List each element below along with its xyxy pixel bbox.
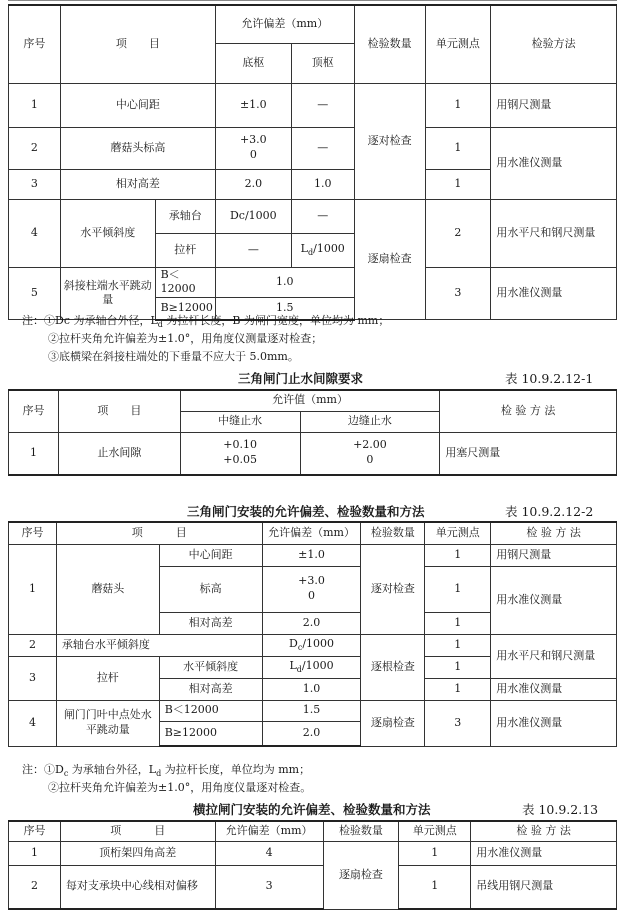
t3-g3-qty: 逐根检查 bbox=[361, 634, 425, 700]
t3-g3-seq: 3 bbox=[9, 656, 57, 700]
t3-g1-val3: 2.0 bbox=[262, 612, 361, 634]
note1-line2: ②拉杆夹角允许偏差为±1.0°，用角度仪测量逐对检查； bbox=[48, 332, 323, 345]
row1-seq: 1 bbox=[9, 83, 61, 127]
t3-g2-m: 用水平尺和钢尺测量 bbox=[491, 634, 617, 678]
t3-g4-val2: 2.0 bbox=[262, 721, 361, 746]
table-seal-gap bbox=[8, 389, 617, 476]
t4-r2-p: 1 bbox=[399, 865, 471, 909]
t4-header-qty: 检验数量 bbox=[323, 821, 399, 841]
table3-title: 三角闸门安装的允许偏差、检验数量和方法 bbox=[187, 504, 425, 519]
t3-g4-p: 3 bbox=[425, 700, 491, 746]
t3-g2-item: 承轴台水平倾斜度 bbox=[56, 634, 262, 656]
row5-seq: 5 bbox=[9, 267, 61, 320]
t3-g3-p1: 1 bbox=[425, 656, 491, 678]
t4-header-item: 项 目 bbox=[60, 821, 215, 841]
t3-g4-sub2: B≥12000 bbox=[159, 721, 262, 746]
row1-top: — bbox=[291, 83, 354, 127]
t3-g3-val2: 1.0 bbox=[262, 678, 361, 700]
t4-header-method: 检 验 方 法 bbox=[471, 821, 617, 841]
row4-bottom-1: Dc/1000 bbox=[215, 199, 291, 233]
t3-g2-val: $D_c/1000$ bbox=[262, 634, 361, 656]
header-method: 检验方法 bbox=[491, 5, 617, 83]
row4-item: 水平倾斜度 bbox=[60, 199, 155, 267]
table4-title: 横拉闸门安装的允许偏差、检验数量和方法 bbox=[193, 802, 431, 817]
t4-qty: 逐扇检查 bbox=[323, 841, 399, 909]
t2-header-seq: 序号 bbox=[9, 390, 59, 432]
t3-g1-seq: 1 bbox=[9, 544, 57, 634]
row3-top: 1.0 bbox=[291, 169, 354, 199]
t2-header-allow: 允许值（mm） bbox=[180, 390, 440, 411]
header-item: 项 目 bbox=[60, 5, 215, 83]
t3-g3-p2: 1 bbox=[425, 678, 491, 700]
table-gate-install-tolerance-1 bbox=[8, 4, 617, 321]
t3-g1-p1: 1 bbox=[425, 544, 491, 566]
row5-method: 用水准仪测量 bbox=[491, 267, 617, 320]
t2-header-method: 检 验 方 法 bbox=[440, 390, 617, 432]
t2-row-seq: 1 bbox=[9, 432, 59, 475]
t3-header-item: 项 目 bbox=[56, 522, 262, 544]
t3-g1-m2: 用水准仪测量 bbox=[491, 566, 617, 634]
t3-g1-val2: +3.0 0 bbox=[262, 566, 361, 612]
t3-g3-m2: 用水准仪测量 bbox=[491, 678, 617, 700]
t2-row-mid: +0.10 +0.05 bbox=[180, 432, 300, 475]
header-top-pivot: 顶枢 bbox=[291, 43, 354, 83]
top-rule bbox=[8, 0, 617, 3]
row2-top: — bbox=[291, 127, 354, 169]
t3-header-allow: 允许偏差（mm） bbox=[262, 522, 361, 544]
qty-each-leaf: 逐扇检查 bbox=[354, 199, 425, 320]
table-miter-gate-tolerance bbox=[8, 521, 617, 747]
t3-g4-m: 用水准仪测量 bbox=[491, 700, 617, 746]
t2-header-item: 项 目 bbox=[58, 390, 180, 432]
row5-val-1: 1.0 bbox=[215, 267, 354, 298]
t3-g3-val1: $L_d/1000$ bbox=[262, 656, 361, 678]
t3-g4-qty: 逐扇检查 bbox=[361, 700, 425, 746]
t2-row-side: +2.00 0 bbox=[300, 432, 440, 475]
t3-g3-sub2: 相对高差 bbox=[159, 678, 262, 700]
t3-g1-sub2: 标高 bbox=[159, 566, 262, 612]
row2-item: 蘑菇头标高 bbox=[60, 127, 215, 169]
row4-points: 2 bbox=[425, 199, 491, 267]
t3-g1-sub1: 中心间距 bbox=[159, 544, 262, 566]
header-bottom-pivot: 底枢 bbox=[215, 43, 291, 83]
t2-header-side: 边缝止水 bbox=[300, 411, 440, 432]
t4-r1-m: 用水准仪测量 bbox=[471, 841, 617, 865]
row5-val-2: 1.5 bbox=[215, 298, 354, 320]
t3-g1-val1: ±1.0 bbox=[262, 544, 361, 566]
t3-g4-sub1: B＜12000 bbox=[159, 700, 262, 721]
t4-r1-val: 4 bbox=[215, 841, 323, 865]
row4-seq: 4 bbox=[9, 199, 61, 267]
table4-number: 表 10.9.2.13 bbox=[522, 802, 599, 817]
t3-g1-item: 蘑菇头 bbox=[56, 544, 159, 634]
note1-line1: 注：①Dc 为承轴台外径，$L_d$ 为拉杆长度，B 为闸门宽度，单位均为 mm； bbox=[22, 314, 390, 330]
t4-r2-val: 3 bbox=[215, 865, 323, 909]
t3-g2-p: 1 bbox=[425, 634, 491, 656]
t3-header-points: 单元测点 bbox=[425, 522, 491, 544]
header-qty: 检验数量 bbox=[354, 5, 425, 83]
t4-r2-item: 每对支承块中心线相对偏移 bbox=[60, 865, 215, 909]
t3-header-qty: 检验数量 bbox=[361, 522, 425, 544]
header-points: 单元测点 bbox=[425, 5, 491, 83]
qty-each-pair: 逐对检查 bbox=[354, 83, 425, 199]
t4-r1-item: 顶桁架四角高差 bbox=[60, 841, 215, 865]
row4-method: 用水平尺和钢尺测量 bbox=[491, 199, 617, 267]
row5-sub-ge: B≥12000 bbox=[155, 298, 215, 320]
t4-r2-m: 吊线用钢尺测量 bbox=[471, 865, 617, 909]
t3-g1-p2: 1 bbox=[425, 566, 491, 612]
t4-r1-seq: 1 bbox=[9, 841, 61, 865]
t2-row-method: 用塞尺测量 bbox=[440, 432, 617, 475]
row3-bottom: 2.0 bbox=[215, 169, 291, 199]
t3-g4-seq: 4 bbox=[9, 700, 57, 746]
t3-header-method: 检 验 方 法 bbox=[491, 522, 617, 544]
table-sliding-gate-tolerance bbox=[8, 820, 617, 910]
table2-number: 表 10.9.2.12-1 bbox=[505, 371, 594, 386]
row4-top-1: — bbox=[291, 199, 354, 233]
method-level: 用水准仪测量 bbox=[491, 127, 617, 199]
t4-r2-seq: 2 bbox=[9, 865, 61, 909]
t3-g3-item: 拉杆 bbox=[56, 656, 159, 700]
t3-g1-sub3: 相对高差 bbox=[159, 612, 262, 634]
table2-title: 三角闸门止水间隙要求 bbox=[238, 371, 364, 386]
row1-points: 1 bbox=[425, 83, 491, 127]
row4-bottom-2: — bbox=[215, 233, 291, 267]
t2-header-mid: 中缝止水 bbox=[180, 411, 300, 432]
row4-sub-bearing: 承轴台 bbox=[155, 199, 215, 233]
t4-header-allow: 允许偏差（mm） bbox=[215, 821, 323, 841]
row3-points: 1 bbox=[425, 169, 491, 199]
table3-number: 表 10.9.2.12-2 bbox=[505, 504, 594, 519]
header-allow: 允许偏差（mm） bbox=[215, 5, 354, 43]
row4-top-2: $L_d/1000$ bbox=[291, 233, 354, 267]
row5-sub-lt: B＜12000 bbox=[155, 267, 215, 298]
t3-g2-seq: 2 bbox=[9, 634, 57, 656]
row5-item: 斜接柱端水平跳动量 bbox=[60, 267, 155, 320]
note1-line3: ③底横梁在斜接柱端处的下垂量不应大于 5.0mm。 bbox=[48, 350, 299, 363]
t3-g1-m1: 用钢尺测量 bbox=[491, 544, 617, 566]
header-seq: 序号 bbox=[9, 5, 61, 83]
t3-g1-p3: 1 bbox=[425, 612, 491, 634]
t4-header-points: 单元测点 bbox=[399, 821, 471, 841]
row1-item: 中心间距 bbox=[60, 83, 215, 127]
t3-g1-qty: 逐对检查 bbox=[361, 544, 425, 634]
row2-bottom: +3.0 0 bbox=[215, 127, 291, 169]
row1-bottom: ±1.0 bbox=[215, 83, 291, 127]
t2-row-item: 止水间隙 bbox=[58, 432, 180, 475]
row2-seq: 2 bbox=[9, 127, 61, 169]
note3-line1: 注：$①D_c$ 为承轴台外径，$L_d$ 为拉杆长度，单位均为 mm； bbox=[22, 763, 311, 779]
row3-item: 相对高差 bbox=[60, 169, 215, 199]
t4-r1-p: 1 bbox=[399, 841, 471, 865]
row2-points: 1 bbox=[425, 127, 491, 169]
row3-seq: 3 bbox=[9, 169, 61, 199]
t3-g4-item: 闸门门叶中点处水平跳动量 bbox=[56, 700, 159, 746]
t3-g3-sub1: 水平倾斜度 bbox=[159, 656, 262, 678]
t3-header-seq: 序号 bbox=[9, 522, 57, 544]
row5-points: 3 bbox=[425, 267, 491, 320]
row4-sub-rod: 拉杆 bbox=[155, 233, 215, 267]
t3-g4-val1: 1.5 bbox=[262, 700, 361, 721]
row1-method: 用钢尺测量 bbox=[491, 83, 617, 127]
note3-line2: ②拉杆夹角允许偏差为±1.0°，用角度仪量逐对检查。 bbox=[48, 781, 312, 794]
t4-header-seq: 序号 bbox=[9, 821, 61, 841]
